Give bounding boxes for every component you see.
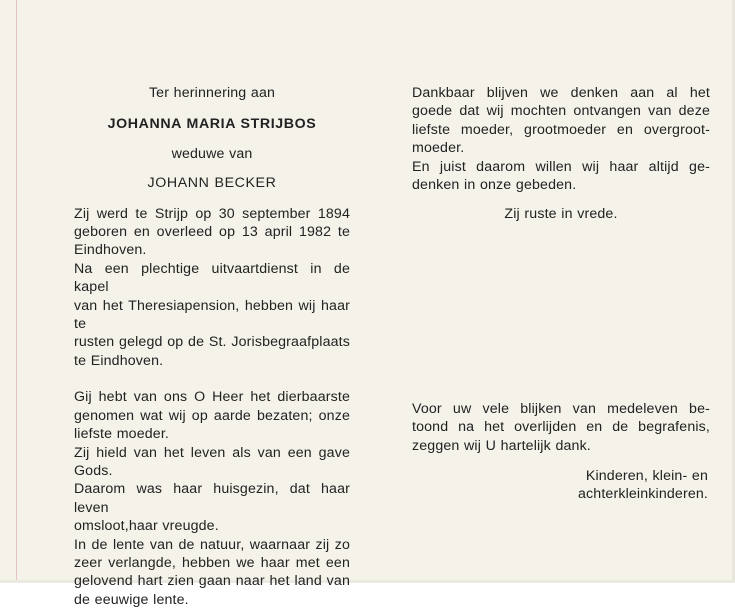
rest-in-peace: Zij ruste in vrede. bbox=[504, 206, 618, 223]
text-line: gelovend hart zien gaan naar het land van bbox=[74, 573, 350, 590]
text-line: Daarom was haar huisgezin, dat haar leven bbox=[74, 481, 350, 516]
text-line: rusten gelegd op de St. Jorisbegraafplaats bbox=[74, 334, 350, 351]
birth-death-paragraph bbox=[74, 205, 350, 260]
text-line: liefste moeder. bbox=[74, 426, 170, 443]
left-column bbox=[74, 84, 350, 609]
prayer-paragraph bbox=[74, 388, 350, 443]
text-line: zeer verlangde, hebben we haar met een bbox=[74, 554, 350, 571]
spouse-name: JOHANN BECKER bbox=[147, 175, 277, 192]
text-line: toond na het overlijden en de begrafenis, bbox=[412, 419, 710, 436]
text-line: van het Theresiapension, hebben wij haar te bbox=[74, 297, 350, 333]
text-line: moeder. bbox=[412, 140, 465, 157]
heading: Ter herinnering aan bbox=[148, 85, 276, 101]
text-line: zeggen wij U hartelijk dank. bbox=[412, 437, 591, 454]
text-line: Na een plechtige uitvaartdienst in de kapel bbox=[74, 260, 350, 296]
life-paragraph bbox=[74, 444, 350, 536]
gratitude-paragraph bbox=[412, 84, 710, 158]
fold-line bbox=[16, 0, 17, 583]
spring-paragraph bbox=[74, 536, 350, 609]
funeral-paragraph bbox=[74, 260, 350, 370]
deceased-name: JOHANNA MARIA STRIJBOS bbox=[107, 116, 317, 133]
text-line: genomen wat wij op aarde bezaten; onze bbox=[74, 407, 350, 424]
relation-text: weduwe van bbox=[171, 145, 253, 162]
signature-line: achterkleinkinderen. bbox=[578, 486, 708, 503]
signature bbox=[412, 467, 710, 504]
text-line: denken in onze gebeden. bbox=[412, 177, 577, 194]
thanks-paragraph bbox=[412, 400, 710, 455]
text-line: geboren en overleed op 13 april 1982 te bbox=[74, 224, 350, 241]
text-line: Zij werd te Strijp op 30 september 1894 bbox=[74, 205, 350, 222]
text-line: Dankbaar blijven we denken aan al het bbox=[412, 85, 710, 101]
text-line: Zij hield van het leven als van een gave Gods. bbox=[74, 444, 350, 479]
text-line: In de lente van de natuur, waarnaar zij zo bbox=[74, 536, 350, 553]
text-line: En juist daarom willen wij haar altijd ge- bbox=[412, 158, 710, 175]
text-line: omsloot,haar vreugde. bbox=[74, 518, 219, 535]
text-line: goede dat wij mochten ontvangen van deze bbox=[412, 103, 710, 120]
text-line: Eindhoven. bbox=[74, 242, 147, 259]
text-line: te Eindhoven. bbox=[74, 352, 164, 369]
signature-line: Kinderen, klein- en bbox=[585, 468, 708, 485]
text-line: Voor uw vele blijken van medeleven be- bbox=[412, 400, 710, 417]
text-line: Gij hebt van ons O Heer het dierbaarste bbox=[74, 389, 350, 406]
prayers-paragraph bbox=[412, 158, 710, 195]
text-line: liefste moeder, grootmoeder en overgroot- bbox=[412, 121, 710, 138]
right-column bbox=[412, 84, 710, 504]
text-line: de eeuwige lente. bbox=[74, 591, 189, 608]
